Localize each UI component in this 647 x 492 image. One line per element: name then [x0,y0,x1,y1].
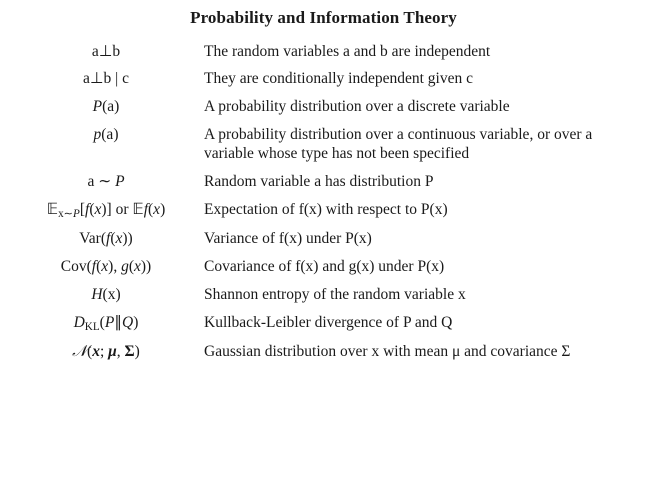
table-row [8,122,639,169]
notation-table [8,38,639,367]
symbol-cell: H(x) [91,286,121,304]
description-cell: Shannon entropy of the random variable x [204,286,466,304]
table-row [8,282,639,310]
description-cell: Gaussian distribution over x with mean μ and covariance Σ [204,343,571,361]
table-row [8,66,639,94]
symbol-cell: a⊥b [91,42,121,60]
symbol-cell: a⊥b | c [83,70,129,88]
description-cell: A probability distribution over a discrete variable [204,98,510,116]
page-title: Probability and Information Theory [190,8,457,27]
symbol-cell: p(a) [93,126,119,144]
description-cell: Random variable a has distribution P [204,173,434,191]
symbol-cell: 𝔼$_{x\sim P}$[f(x)] or 𝔼f(x) [46,200,166,220]
symbol-cell: Var(f(x)) [79,230,133,248]
symbol-cell: P(a) [92,98,120,116]
description-cell: Variance of f(x) under P(x) [204,230,372,248]
table-row [8,310,639,339]
table-row [8,254,639,282]
table-row [8,196,639,225]
description-cell: Expectation of f(x) with respect to P(x) [204,200,448,218]
symbol-cell: 𝒩(x; μ, Σ) [72,343,140,361]
table-row [8,38,639,66]
symbol-cell: $D_{KL}(P\parallel Q)$ [73,314,139,333]
table-row [8,226,639,254]
description-cell: They are conditionally independent given c [204,70,474,88]
description-cell: Covariance of f(x) and g(x) under P(x) [204,258,445,276]
description-cell: Kullback-Leibler divergence of P and Q [204,314,453,332]
description-cell: The random variables a and b are independent [204,42,491,60]
description-cell: A probability distribution over a continuous variable, or over a variable whose type has not been specified [204,126,593,163]
symbol-cell: a ∼ P [87,173,125,191]
table-row [8,169,639,197]
table-row [8,339,639,367]
table-row [8,94,639,122]
symbol-cell: Cov(f(x), g(x)) [60,258,152,276]
